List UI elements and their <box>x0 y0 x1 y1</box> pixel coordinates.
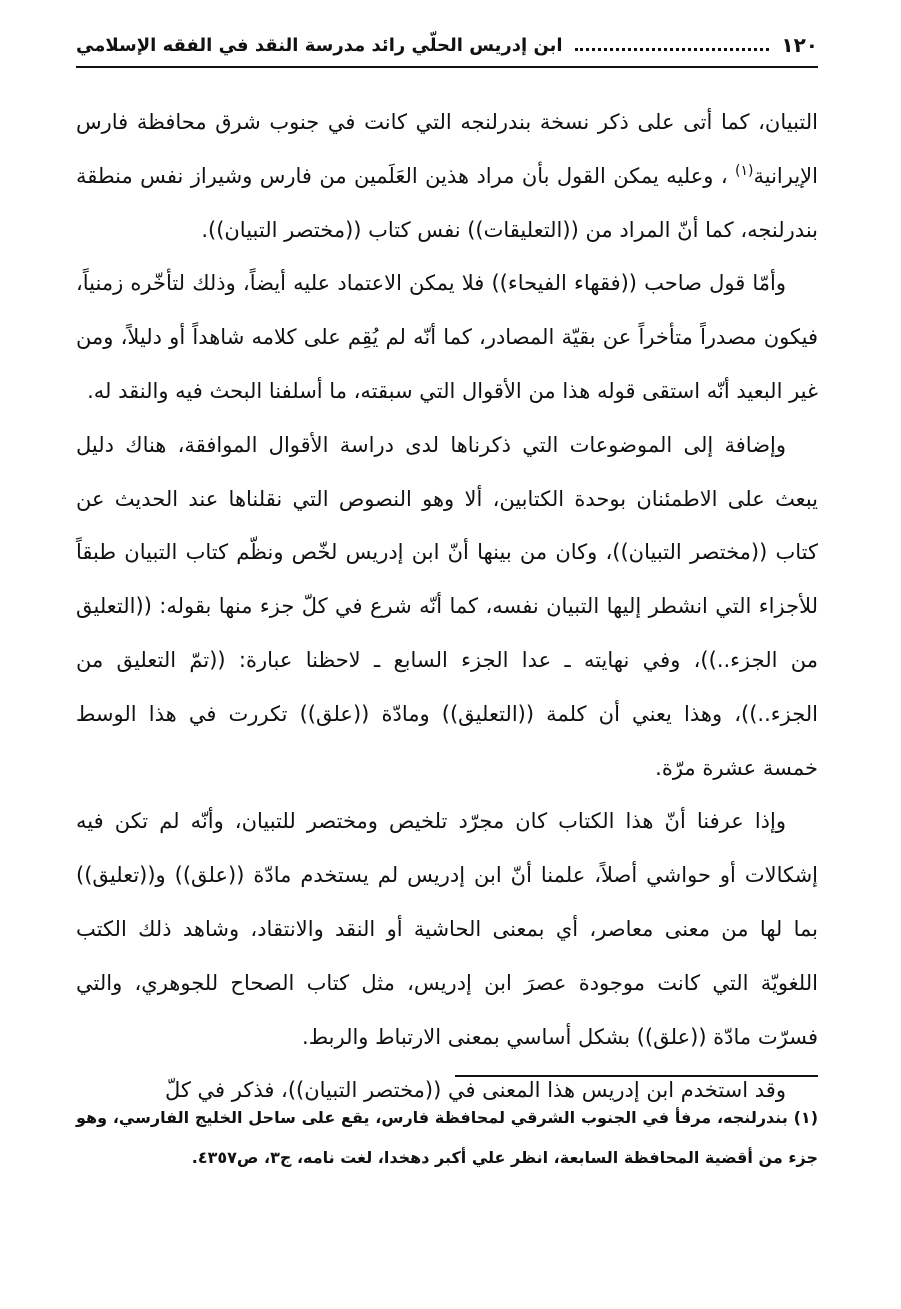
footnote-reference: (١) <box>735 162 754 179</box>
page-number: ١٢٠ <box>781 33 818 57</box>
paragraph-1 <box>76 96 818 257</box>
page-header <box>76 28 818 62</box>
paragraph-1-part-a: التبيان، كما أتى على ذكر نسخة بندرلنجه التي كانت في جنوب شرق محافظة فارس الإيرانية <box>76 110 818 188</box>
paragraph-2: وأمّا قول صاحب ((فقهاء الفيحاء)) فلا يمكن الاعتماد عليه أيضاً، وذلك لتأخّره زمنياً، فيكون مصدراً متأخراً عن بقيّة المصادر، كما أنّه لم يُقِم على كلامه شاهداً أو دليلاً، ومن غير البعيد أنّه استقى قوله هذا من الأقوال التي سبقته، ما أسلفنا البحث فيه والنقد له. <box>76 271 818 403</box>
footnote-1: (١) بندرلنجه، مرفأ في الجنوب الشرقي لمحافظة فارس، يقع على ساحل الخليج الفارسي، وهو جزء من أقضية المحافظة السابعة، انظر علي أكبر دهخدا، لغت نامه، ج٣، ص٤٣٥٧. <box>76 1108 818 1167</box>
paragraph-1-part-b: ، وعليه يمكن القول بأن مراد هذين العَلَمين من فارس وشيراز نفس منطقة بندرلنجه، كما أنّ المراد من ((التعليقات)) نفس كتاب ((مختصر التبيان)). <box>76 163 818 242</box>
paragraph-4: وإذا عرفنا أنّ هذا الكتاب كان مجرّد تلخيص ومختصر للتبيان، وأنّه لم تكن فيه إشكالات أو حواشي أصلاً، علمنا أنّ ابن إدريس لم يستخدم مادّة ((علق)) و((تعليق)) بما لها من معنى معاصر، أي بمعنى الحاشية أو النقد والانتقاد، وشاهد ذلك الكتب اللغويّة التي كانت موجودة عصرَ ابن إدريس، مثل كتاب الصحاح للجوهري، والتي فسرّت مادّة ((علق)) بشكل أساسي بمعنى الارتباط والربط. <box>76 809 818 1049</box>
paragraph-3: وإضافة إلى الموضوعات التي ذكرناها لدى دراسة الأقوال الموافقة، هناك دليل يبعث على الاطمئنان بوحدة الكتابين، ألا وهو النصوص التي نقلناها عند الحديث عن كتاب ((مختصر التبيان))، وكان من بينها أنّ ابن إدريس لخّص ونظّم كتاب التبيان طبقاً للأجزاء التي انشطر إليها التبيان نفسه، كما أنّه شرع في كلّ جزء منها بقوله: ((التعليق من الجزء..))، وفي نهايته ـ عدا الجزء السابع ـ لاحظنا عبارة: ((تمّ التعليق من الجزء..))، وهذا يعني أن كلمة ((التعليق)) ومادّة ((علق)) تكررت في هذا الوسط خمسة عشرة مرّة. <box>76 432 818 780</box>
paragraph-5: وقد استخدم ابن إدريس هذا المعنى في ((مختصر التبيان))، فذكر في كلّ <box>164 1078 786 1103</box>
body-text <box>76 96 818 1118</box>
header-leader-dots <box>575 48 770 51</box>
header-rule <box>76 66 818 68</box>
running-title: ابن إدريس الحلّي رائد مدرسة النقد في الفقه الإسلامي <box>76 34 563 56</box>
footnotes <box>76 1098 818 1178</box>
footnote-rule <box>455 1075 818 1077</box>
